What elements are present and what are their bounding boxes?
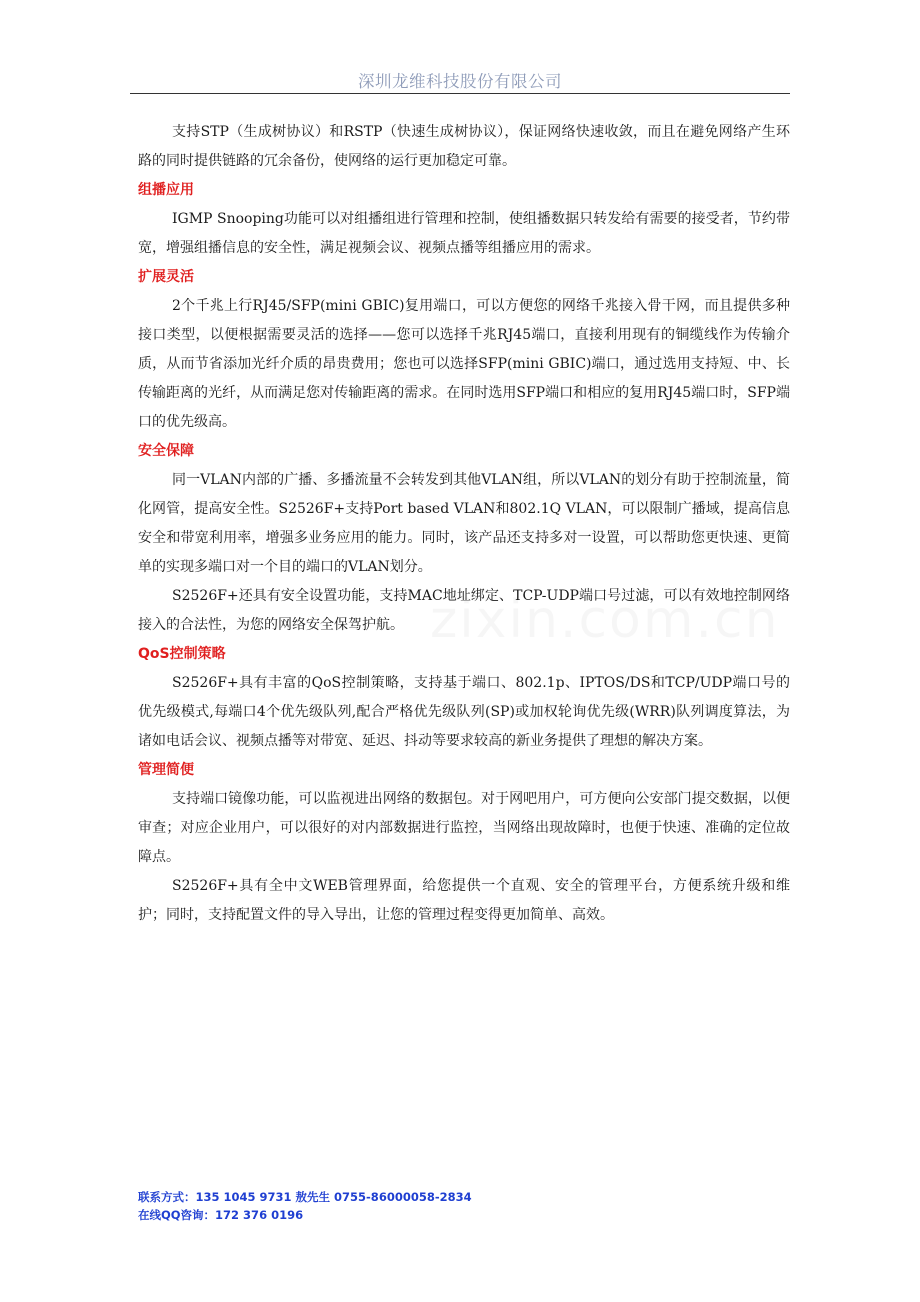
header-divider (130, 93, 790, 94)
paragraph-mac-binding: S2526F+还具有安全设置功能，支持MAC地址绑定、TCP-UDP端口号过滤，可以有效地控制网络接入的合法性，为您的网络安全保驾护航。 (138, 588, 790, 633)
paragraph-igmp: IGMP Snooping功能可以对组播组进行管理和控制，使组播数据只转发给有需要的接受者，节约带宽，增强组播信息的安全性，满足视频会议、视频点播等组播应用的需求。 (138, 211, 790, 256)
heading-security: 安全保障 (138, 443, 194, 459)
heading-qos: QoS控制策略 (138, 646, 226, 662)
contact-footer (138, 1188, 472, 1224)
paragraph-port-mirroring: 支持端口镜像功能，可以监视进出网络的数据包。对于网吧用户，可方便向公安部门提交数据，以便审查；对应企业用户，可以很好的对内部数据进行监控，当网络出现故障时，也便于快速、准确的定位故障点。 (138, 791, 790, 865)
paragraph-web-management: S2526F+具有全中文WEB管理界面，给您提供一个直观、安全的管理平台，方便系统升级和维护；同时，支持配置文件的导入导出，让您的管理过程变得更加简单、高效。 (138, 878, 790, 923)
contact-line: 联系方式：135 1045 9731 敖先生 0755-86000058-2834 (138, 1190, 472, 1204)
paragraph-vlan: 同一VLAN内部的广播、多播流量不会转发到其他VLAN组，所以VLAN的划分有助于控制流量，简化网管，提高安全性。S2526F+支持Port based VLAN和802.1Q VLAN，可以限制广播域，提高信息安全和带宽利用率，增强多业务应用的能力。同时，该产品还支持多对一设置，可以帮助您更快速、更简单的实现多端口对一个目的端口的VLAN划分。 (138, 472, 790, 575)
paragraph-stp: 支持STP（生成树协议）和RSTP（快速生成树协议），保证网络快速收敛，而且在避免网络产生环路的同时提供链路的冗余备份，使网络的运行更加稳定可靠。 (138, 124, 790, 169)
document-body (138, 118, 790, 930)
company-header: 深圳龙维科技股份有限公司 (358, 72, 562, 91)
heading-expansion: 扩展灵活 (138, 269, 194, 285)
heading-multicast: 组播应用 (138, 182, 194, 198)
paragraph-uplink: 2个千兆上行RJ45/SFP(mini GBIC)复用端口，可以方便您的网络千兆接入骨干网，而且提供多种接口类型，以便根据需要灵活的选择——您可以选择千兆RJ45端口，直接利用现有的铜缆线作为传输介质，从而节省添加光纤介质的昂贵费用；您也可以选择SFP(mini GBIC)端口，通过选用支持短、中、长传输距离的光纤，从而满足您对传输距离的需求。在同时选用SFP端口和相应的复用RJ45端口时，SFP端口的优先级高。 (138, 298, 790, 430)
qq-line: 在线QQ咨询：172 376 0196 (138, 1208, 304, 1222)
paragraph-qos: S2526F+具有丰富的QoS控制策略，支持基于端口、802.1p、IPTOS/DS和TCP/UDP端口号的优先级模式,每端口4个优先级队列,配合严格优先级队列(SP)或加权轮询优先级(WRR)队列调度算法，为诸如电话会议、视频点播等对带宽、延迟、抖动等要求较高的新业务提供了理想的解决方案。 (138, 675, 790, 749)
heading-management: 管理简便 (138, 762, 194, 778)
